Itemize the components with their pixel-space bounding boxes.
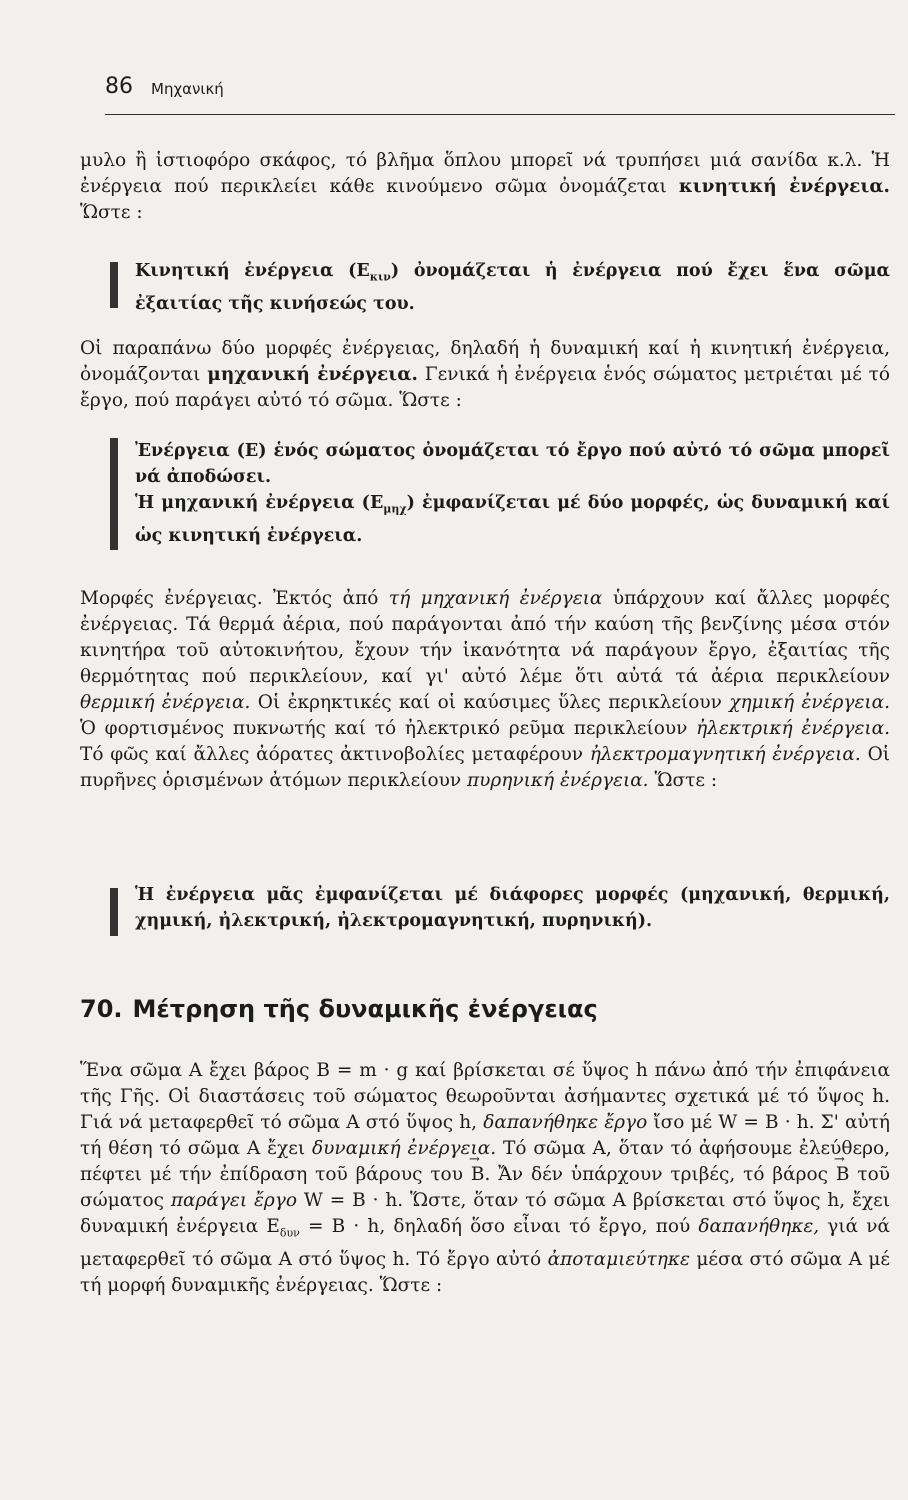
definition-mechanical-line: Ἡ μηχανική ἐνέργεια $(E_{\mu\eta\chi})$ ἐμφανίζεται μέ δύο μορφές, ὡς δυναμική καί ὡς κινητική ἐνέργεια. — [135, 493, 890, 546]
page-number: 86 — [105, 74, 133, 99]
vector-b: → B — [471, 1162, 485, 1188]
paragraph-forms-of-energy: Μορφές ἐνέργειας. Ἐκτός ἀπό τή μηχανική ἐνέργεια ὑπάρχουν καί ἄλλες μορφές ἐνέργειας. Τά θερμά ἀέρια, πού παράγονται ἀπό τήν καύση τῆς βενζίνης μέσα στόν κινητήρα τοῦ αὐτοκινήτου, ἔχουν τήν ἱκανότητα νά παράγουν ἔργο, ἐξαιτίας τῆς θερμότητας πού περικλείουν, καί γι' αὐτό λέμε ὅτι αὐτά τά ἀέρια περικλείουν θερμική ἐνέργεια. Οἱ ἐκρηκτικές καί οἱ καύσιμες ὕλες περικλείουν χημική ἐνέργεια. Ὁ φορτισμένος πυκνωτής καί τό ἠλεκτρικό ρεῦμα περικλείουν ἠλεκτρική ἐνέργεια. Τό φῶς καί ἄλλες ἀόρατες ἀκτινοβολίες μεταφέρουν ἠλεκτρομαγνητική ἐνέργεια. Οἱ πυρῆνες ὁρισμένων ἀτόμων περικλείουν πυρηνική ἐνέργεια. Ὥστε : — [80, 588, 891, 791]
running-title: Μηχανική — [151, 80, 224, 98]
header-rule — [105, 114, 895, 115]
paragraph-mechanical-energy: Οἱ παραπάνω δύο μορφές ἐνέργειας, δηλαδή ἡ δυναμική καί ἡ κινητική ἐνέργεια, ὀνομάζονται μηχανική ἐνέργεια. Γενικά ἡ ἐνέργεια ἑνός σώματος μετριέται μέ τό ἔργο, πού παράγει αὐτό τό σῶμα. Ὥστε : — [80, 338, 891, 411]
section-title: Μέτρηση τῆς δυναμικῆς ἐνέργειας — [132, 995, 598, 1023]
definition-energy-forms: Ἡ ἐνέργεια μᾶς ἐμφανίζεται μέ διάφορες μορφές (μηχανική, θερμική, χημική, ἠλεκτρική, ἠλεκτρομαγνητική, πυρηνική). — [80, 882, 890, 934]
vector-b: → B — [836, 1162, 850, 1188]
definition-bar — [110, 888, 118, 936]
definition-kinetic-energy: Κινητική ἐνέργεια $(E_{\kappa\iota\nu})$ ὀνομάζεται ἡ ἐνέργεια πού ἔχει ἕνα σῶμα ἐξαιτίας τῆς κινήσεώς του. — [80, 258, 890, 317]
section-heading — [80, 995, 598, 1023]
page-header — [105, 74, 895, 114]
definition-bar — [110, 262, 118, 308]
paragraph-potential-energy: Ἕνα σῶμα A ἔχει βάρος B = m · g καί βρίσκεται σέ ὕψος h πάνω ἀπό τήν ἐπιφάνεια τῆς Γῆς. Οἱ διαστάσεις τοῦ σώματος θεωροῦνται ἀσήμαντες σχετικά μέ τό ὕψος h. Γιά νά μεταφερθεῖ τό σῶμα A στό ὕψος h, δαπανήθηκε ἔργο ἴσο μέ W = B · h. Σ' αὐτή τή θέση τό σῶμα A ἔχει δυναμική ἐνέργεια. Τό σῶμα A, ὅταν τό ἀφήσουμε ἐλεύθερο, πέφτει μέ τήν ἐπίδραση τοῦ βάρους του → B. Ἄν δέν ὑπάρχουν τριβές, τό βάρος → B τοῦ σώματος παράγει ἔργο W = B · h. Ὥστε, ὅταν τό σῶμα A βρίσκεται στό ὕψος h, ἔχει δυναμική ἐνέργεια $E_{\delta\upsilon\nu} = B \cdot h$, δηλαδή ὅσο εἶναι τό ἔργο, πού δαπανήθηκε, γιά νά μεταφερθεῖ τό σῶμα A στό ὕψος h. Τό ἔργο αὐτό ἀποταμιεύτηκε μέσα στό σῶμα A μέ τή μορφή δυναμικῆς ἐνέργειας. Ὥστε : — [80, 1058, 890, 1299]
definition-energy — [80, 438, 890, 549]
definition-bar — [110, 438, 118, 550]
paragraph-kinetic-intro: μυλο ἢ ἱστιοφόρο σκάφος, τό βλῆμα ὅπλου μπορεῖ νά τρυπήσει μιά σανίδα κ.λ. Ἡ ἐνέργεια πού περικλείει κάθε κινούμενο σῶμα ὀνομάζεται κινητική ἐνέργεια. Ὥστε : — [80, 150, 890, 223]
section-number: 70. — [80, 995, 123, 1023]
definition-energy-line: Ἐνέργεια (E) ἑνός σώματος ὀνομάζεται τό ἔργο πού αὐτό τό σῶμα μπορεῖ νά ἀποδώσει. — [135, 441, 890, 487]
